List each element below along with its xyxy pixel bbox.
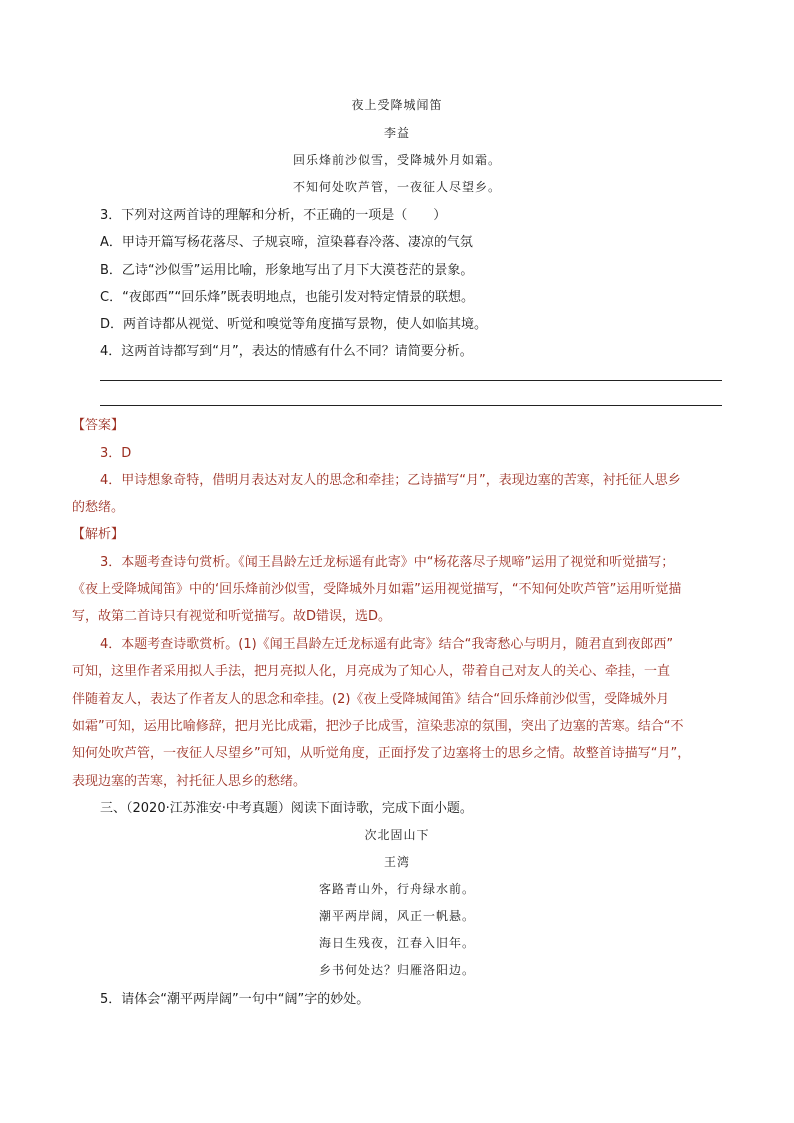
question-4-stem: 4．这两首诗都写到“月”，表达的情感有什么不同？请简要分析。	[100, 344, 473, 359]
poem1-line-2: 不知何处吹芦管，一夜征人尽望乡。	[292, 180, 501, 194]
analysis-header: 【解析】	[72, 527, 125, 542]
answer-header: 【答案】	[72, 418, 125, 433]
poem1-line-1: 回乐烽前沙似雪，受降城外月如霜。	[292, 153, 501, 167]
analysis-4-line-2: 可知，这里作者采用拟人手法，把月亮拟人化，月亮成为了知心人，带着自己对友人的关心、牵挂，一直	[72, 664, 671, 679]
question-3-stem: 3．下列对这两首诗的理解和分析，不正确的一项是（ ）	[100, 208, 447, 223]
poem2-line-3: 海日生残夜，江春入旧年。	[318, 936, 475, 950]
question-3-option-b: B．乙诗“沙似雪”运用比喻，形象地写出了月下大漠苍茫的景象。	[100, 263, 474, 278]
analysis-4-line-3: 伴随着友人，表达了作者友人的思念和牵挂。(2)《夜上受降城闻笛》结合“回乐烽前沙似雪，受降城外月	[72, 692, 670, 707]
poem2-author: 王湾	[383, 855, 410, 869]
answer-line-1	[100, 380, 722, 381]
answer-3: 3．D	[100, 446, 132, 461]
poem2-line-1: 客路青山外，行舟绿水前。	[318, 882, 475, 896]
analysis-3-line-3: 写，故第二首诗只有视觉和听觉描写。故D错误，选D。	[72, 609, 392, 624]
analysis-4-line-1: 4．本题考查诗歌赏析。(1)《闻王昌龄左迁龙标遥有此寄》结合“我寄愁心与明月，随君直到夜郎西”	[100, 637, 674, 652]
poem2-line-4: 乡书何处达？归雁洛阳边。	[318, 963, 475, 977]
poem1-title: 夜上受降城闻笛	[351, 98, 443, 112]
section-3-intro: 三、（2020·江苏淮安·中考真题）阅读下面诗歌，完成下面小题。	[100, 801, 473, 816]
question-5-stem: 5．请体会“潮平两岸阔”一句中“阔”字的妙处。	[100, 992, 370, 1007]
analysis-4-line-6: 表现边塞的苦寒，衬托征人思乡的愁绪。	[72, 774, 307, 789]
question-3-option-a: A．甲诗开篇写杨花落尽、子规哀啼，渲染暮春冷落、凄凉的气氛	[100, 235, 473, 250]
question-3-option-d: D．两首诗都从视觉、听觉和嗅觉等角度描写景物，使人如临其境。	[100, 317, 488, 332]
poem2-title: 次北固山下	[364, 828, 430, 842]
analysis-4-line-4: 如霜”可知，运用比喻修辞，把月光比成霜，把沙子比成雪，渲染悲凉的氛围，突出了边塞的苦寒。结合“不	[72, 719, 684, 734]
answer-4-line-1: 4．甲诗想象奇特，借明月表达对友人的思念和牵挂；乙诗描写“月”，表现边塞的苦寒，衬托征人思乡	[100, 473, 681, 488]
analysis-3-line-1: 3．本题考查诗句赏析。《闻王昌龄左迁龙标遥有此寄》中“杨花落尽子规啼”运用了视觉和听觉描写；	[100, 555, 675, 570]
analysis-3-line-2: 《夜上受降城闻笛》中的‘回乐烽前沙似雪，受降城外月如霜”运用视觉描写，“不知何处吹芦管”运用听觉描	[72, 582, 682, 597]
answer-line-2	[100, 405, 722, 406]
question-3-option-c: C．“夜郎西”“回乐烽”既表明地点，也能引发对特定情景的联想。	[100, 290, 475, 305]
answer-4-line-2: 的愁绪。	[72, 500, 125, 515]
poem1-author: 李益	[383, 126, 410, 140]
poem2-line-2: 潮平两岸阔，风正一帆悬。	[318, 909, 475, 923]
analysis-4-line-5: 知何处吹芦管，一夜征人尽望乡”可知，从听觉角度，正面抒发了边塞将士的思乡之情。故整首诗描写“月”，	[72, 746, 691, 761]
